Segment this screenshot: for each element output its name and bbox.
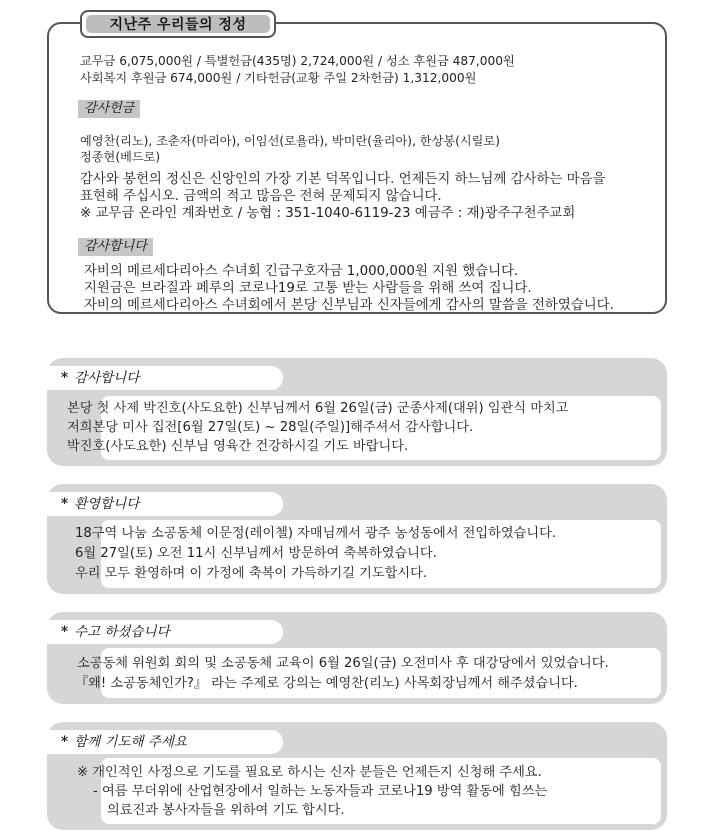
section-prayer-header: * 함께 기도해 주세요 [47, 730, 283, 754]
section-gratitude-line-1: 소공동체 위원회 회의 및 소공동체 교육이 6월 26일(금) 오전미사 후 대강당에서 있었습니다. [77, 656, 609, 671]
section-thanks-line-3: 박진호(사도요한) 신부님 영육간 건강하시길 기도 바랍니다. [67, 439, 409, 454]
section-thanks [47, 358, 667, 466]
account-info: ※ 교무금 온라인 계좌번호 / 농협 : 351-1040-6119-23 예금주 : 재)광주구천주교회 [80, 206, 576, 221]
offering-title: 지난주 우리들의 정성 [86, 15, 270, 33]
offering-line-2: 사회복지 후원금 674,000원 / 기타헌금(교황 주일 2차헌금) 1,312,000원 [80, 71, 477, 85]
thanks-tag: 감사합니다 [78, 238, 153, 256]
section-prayer-line-2: - 여름 무더위에 산업현장에서 일하는 노동자들과 코로나19 방역 활동에 힘쓰는 [93, 784, 548, 799]
thanks-line-3: 자비의 메르세다리아스 수녀회에서 본당 신부님과 신자들에게 감사의 말씀을 전하였습니다. [84, 298, 614, 313]
section-gratitude-line-2: 『왜! 소공동체인가?』 라는 주제로 강의는 예영찬(리노) 사목회장님께서 해주셨습니다. [75, 676, 578, 691]
section-gratitude-header: * 수고 하셨습니다 [47, 620, 283, 644]
section-thanks-header: * 감사합니다 [47, 366, 283, 390]
offering-message-1: 감사와 봉헌의 정신은 신앙인의 가장 기본 덕목입니다. 언제든지 하느님께 감사하는 마음을 [80, 172, 606, 187]
offering-message-2: 표현해 주십시오. 금액의 적고 많음은 전혀 문제되지 않습니다. [80, 189, 442, 204]
section-thanks-line-2: 저희본당 미사 집전[6월 27일(토) ~ 28일(주일)]해주셔서 감사합니다. [67, 420, 474, 435]
section-welcome [47, 484, 667, 594]
section-prayer-line-1: ※ 개인적인 사정으로 기도를 필요로 하시는 신자 분들은 언제든지 신청해 주세요. [77, 765, 542, 780]
donors-line-1: 예영찬(리노), 조춘자(마리아), 이임선(로욜라), 박미란(율리아), 한상봉(시릴로) [80, 134, 500, 148]
section-welcome-line-2: 6월 27일(토) 오전 11시 신부님께서 방문하여 축복하였습니다. [75, 546, 437, 561]
section-prayer-line-3: 의료진과 봉사자들을 위하여 기도 합시다. [107, 803, 345, 818]
offering-line-1: 교무금 6,075,000원 / 특별헌금(435명) 2,724,000원 / 성소 후원금 487,000원 [80, 54, 515, 68]
section-welcome-line-3: 우리 모두 환영하며 이 가정에 축복이 가득하기길 기도합시다. [75, 566, 428, 581]
section-gratitude [47, 612, 667, 704]
section-prayer [47, 722, 667, 830]
section-thanks-line-1: 본당 첫 사제 박진호(사도요한) 신부님께서 6월 26일(금) 군종사제(대위) 임관식 마치고 [67, 401, 569, 416]
section-welcome-header: * 환영합니다 [47, 492, 283, 516]
donors-line-2: 정종현(베드로) [80, 150, 161, 164]
section-welcome-line-1: 18구역 나눔 소공동체 이문정(레이첼) 자매님께서 광주 농성동에서 전입하였습니다. [75, 526, 556, 541]
thanks-line-2: 지원금은 브라질과 페루의 코로나19로 고통 받는 사람들을 위해 쓰여 집니다. [84, 281, 532, 296]
offering-title-tab [80, 10, 276, 38]
thanks-line-1: 자비의 메르세다리아스 수녀회 긴급구호자금 1,000,000원 지원 했습니다. [84, 264, 519, 279]
thanks-offering-tag: 감사헌금 [78, 100, 140, 118]
